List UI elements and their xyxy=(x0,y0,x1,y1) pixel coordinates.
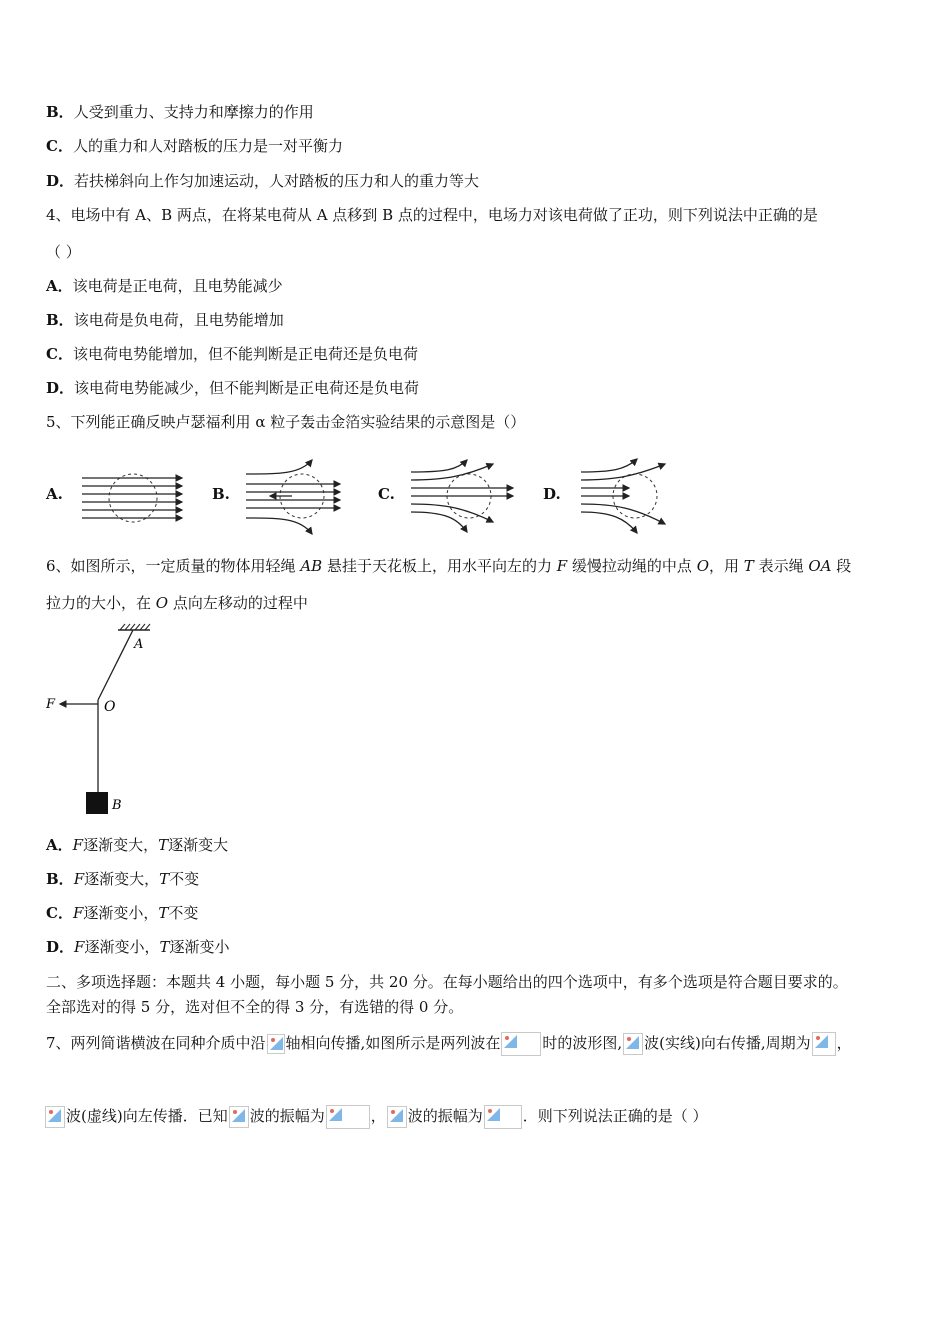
q4-option-a: A．该电荷是正电荷，且电势能减少 xyxy=(46,277,283,295)
q5-label-a: A. xyxy=(46,485,63,503)
broken-image-icon xyxy=(326,1105,370,1129)
q3-option-d: D．若扶梯斜向上作匀加速运动，人对踏板的压力和人的重力等大 xyxy=(46,172,480,190)
broken-image-icon xyxy=(267,1034,285,1054)
q6-fig-label-f: F xyxy=(46,697,56,712)
q3-option-b: B．人受到重力、支持力和摩擦力的作用 xyxy=(46,103,314,121)
broken-image-icon xyxy=(812,1032,836,1056)
q5-figure-a xyxy=(78,470,188,526)
q4-option-c: C．该电荷电势能增加，但不能判断是正电荷还是负电荷 xyxy=(46,345,418,363)
q4-option-b: B．该电荷是负电荷，且电势能增加 xyxy=(46,311,284,329)
q6-fig-label-b: B xyxy=(112,798,122,813)
q6-stem-line1: 6、如图所示，一定质量的物体用轻绳 AB 悬挂于天花板上，用水平向左的力 F 缓慢拉动绳的中点 O，用 T 表示绳 OA 段 xyxy=(46,557,852,575)
section2-instructions-line1: 二、多项选择题：本题共 4 小题，每小题 5 分，共 20 分。在每小题给出的四个选项中，有多个选项是符合题目要求的。 xyxy=(46,973,848,991)
broken-image-icon xyxy=(623,1033,643,1055)
broken-image-icon xyxy=(45,1106,65,1128)
q7-line1: 7、两列简谐横波在同种介质中沿 轴相向传播,如图所示是两列波在 时的波形图, 波(实线)向右传播,周期为 ， xyxy=(46,1030,852,1056)
q5-figure-d xyxy=(575,456,675,536)
q5-stem: 5、下列能正确反映卢瑟福利用 α 粒子轰击金箔实验结果的示意图是（） xyxy=(46,413,526,431)
q4-paren: （ ） xyxy=(46,243,81,261)
q6-option-c: C．F逐渐变小，T不变 xyxy=(46,904,199,922)
q6-fig-label-a: A xyxy=(134,637,144,652)
broken-image-icon xyxy=(387,1106,407,1128)
q6-option-a: A．F逐渐变大，T逐渐变大 xyxy=(46,836,229,854)
q6-option-d: D．F逐渐变小，T逐渐变小 xyxy=(46,938,230,956)
broken-image-icon xyxy=(229,1106,249,1128)
q5-label-d: D. xyxy=(543,485,561,503)
q6-fig-label-o: O xyxy=(104,699,116,715)
broken-image-icon xyxy=(501,1032,541,1056)
q4-option-d: D．该电荷电势能减少，但不能判断是正电荷还是负电荷 xyxy=(46,379,420,397)
q3-option-c: C．人的重力和人对踏板的压力是一对平衡力 xyxy=(46,137,343,155)
q5-label-b: B. xyxy=(212,485,230,503)
section2-instructions-line2: 全部选对的得 5 分，选对但不全的得 3 分，有选错的得 0 分。 xyxy=(46,998,464,1016)
q6-option-b: B．F逐渐变大，T不变 xyxy=(46,870,200,888)
q4-stem: 4、电场中有 A、B 两点，在将某电荷从 A 点移到 B 点的过程中，电场力对该电荷做了正功，则下列说法中正确的是 xyxy=(46,206,818,224)
q6-stem-line2: 拉力的大小，在 O 点向左移动的过程中 xyxy=(46,594,308,612)
q6-figure xyxy=(40,622,170,817)
q5-figure-b xyxy=(240,456,350,536)
q7-line2: 波(虚线)向左传播．已知 波的振幅为 ， 波的振幅为 ．则下列说法正确的是（ ） xyxy=(44,1103,708,1129)
q5-figure-c xyxy=(405,456,520,536)
q5-label-c: C. xyxy=(378,485,395,503)
broken-image-icon xyxy=(484,1105,522,1129)
